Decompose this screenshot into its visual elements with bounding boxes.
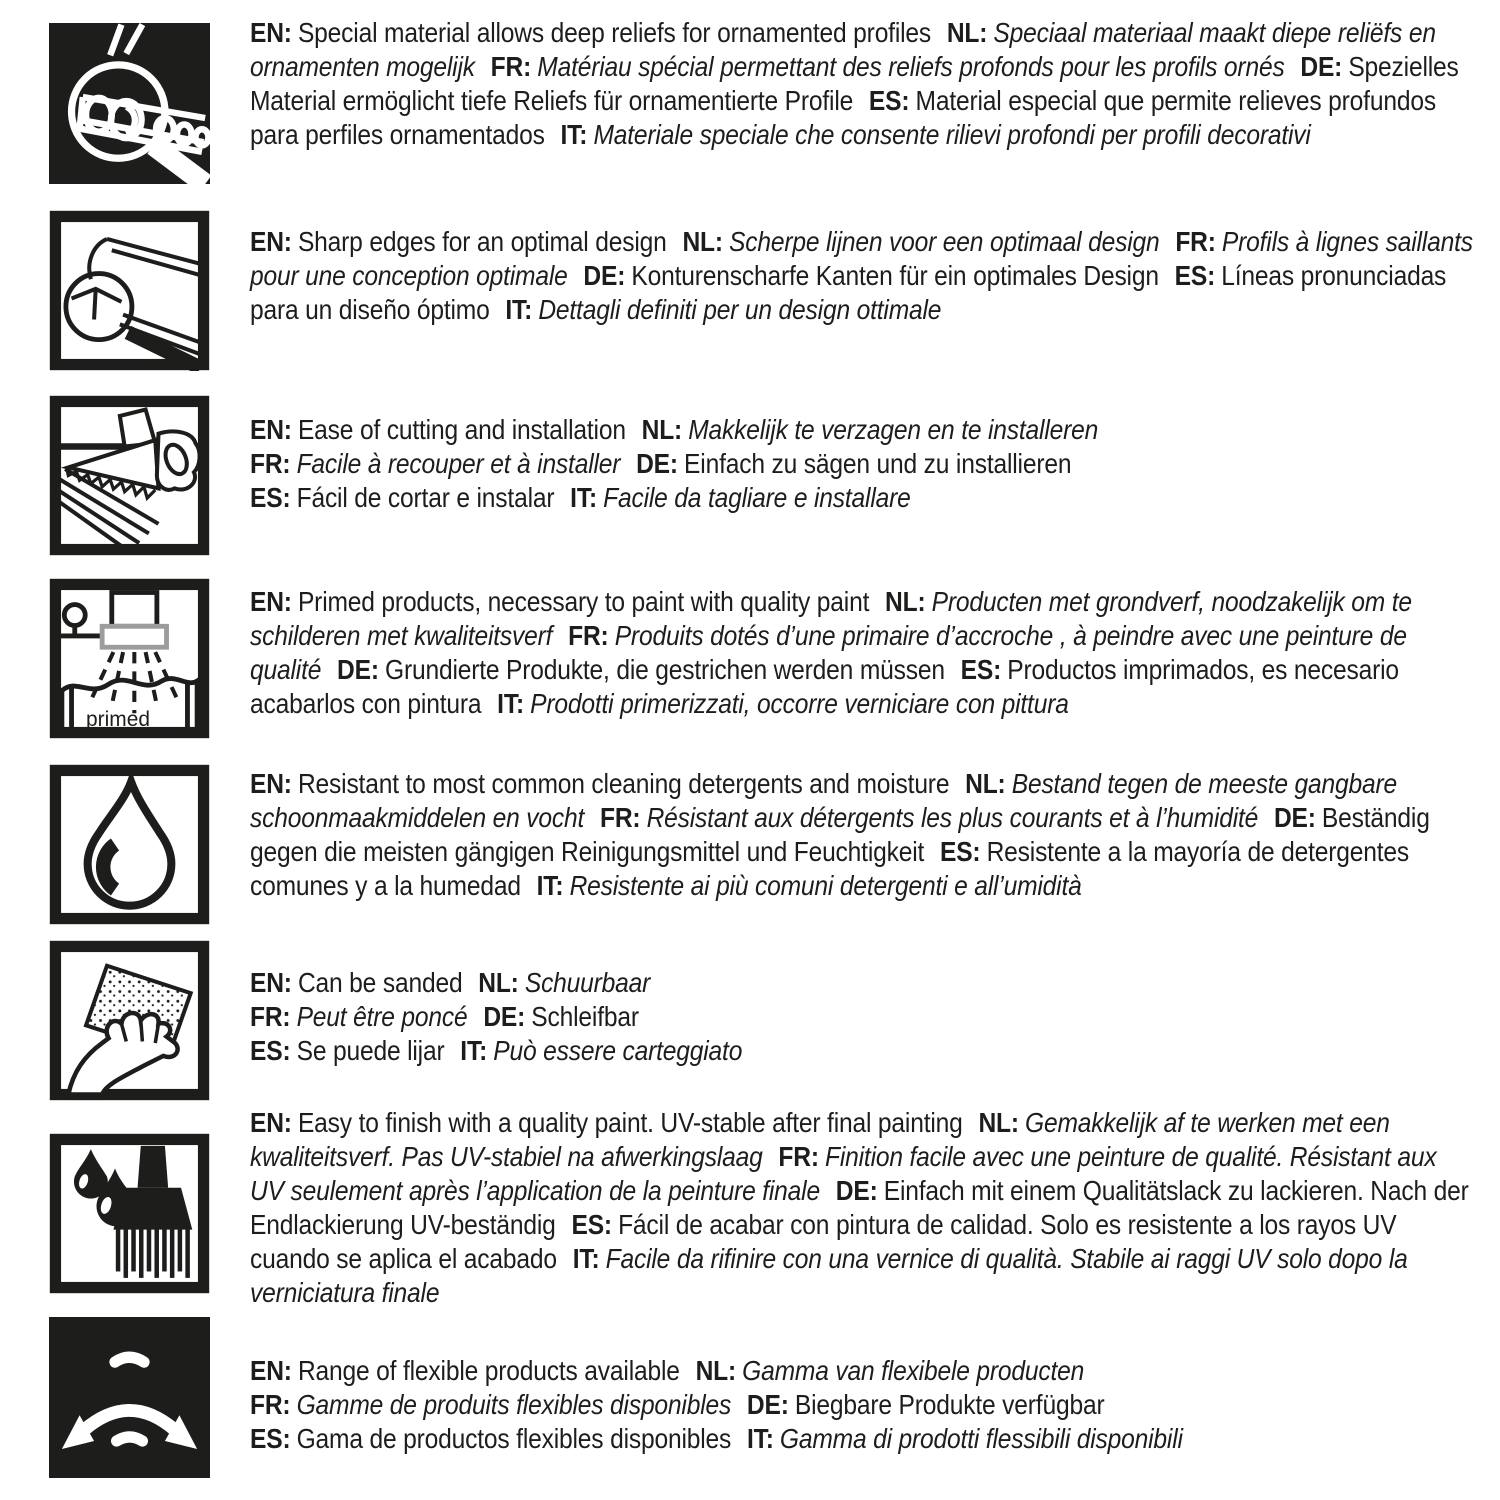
handsaw-cutting-profile-icon [49, 395, 210, 556]
lang-text-nl: Bestand tegen de meeste gangbare schoonmaakmiddelen en vocht [250, 768, 1398, 833]
lang-text-en: Sharp edges for an optimal design [297, 226, 667, 257]
lang-text-it: Può essere carteggiato [493, 1035, 743, 1066]
feature-text [250, 1106, 1475, 1310]
segment-nl [696, 1355, 1085, 1386]
lang-text-en: Ease of cutting and installation [297, 414, 626, 445]
feature-text [250, 413, 1475, 515]
lang-text-it: Prodotti primerizzati, occorre verniciare con pittura [530, 688, 1069, 719]
segment-it [497, 688, 1069, 719]
lang-text-nl: Speciaal materiaal maakt diepe reliëfs en ornamenten mogelijk [250, 17, 1436, 82]
lang-label-it: IT: [570, 482, 597, 513]
primed-label: primed [86, 708, 150, 732]
lang-label-it: IT: [572, 1243, 600, 1274]
segment-it [460, 1035, 742, 1066]
lang-label-de: DE: [835, 1175, 878, 1206]
lang-label-it: IT: [460, 1035, 488, 1066]
lang-label-fr: FR: [490, 51, 532, 82]
lang-text-nl: Makkelijk te verzagen en te installeren [688, 414, 1099, 445]
segment-es [250, 1423, 731, 1454]
lang-label-en: EN: [250, 967, 292, 998]
lang-label-de: DE: [337, 654, 379, 685]
lang-label-nl: NL: [965, 768, 1006, 799]
lang-label-en: EN: [250, 1107, 292, 1138]
lang-label-it: IT: [746, 1423, 774, 1454]
segment-it [747, 1423, 1183, 1454]
segment-nl [682, 226, 1159, 257]
lang-label-fr: FR: [250, 1389, 291, 1420]
segment-de [583, 260, 1158, 291]
lang-text-it: Dettagli definiti per un design ottimale [538, 294, 942, 325]
lang-text-nl: Schuurbaar [524, 967, 651, 998]
flexible-bend-arrow-icon [49, 1317, 210, 1478]
lang-label-fr: FR: [599, 802, 641, 833]
lang-label-de: DE: [583, 260, 626, 291]
lang-label-es: ES: [250, 1423, 291, 1454]
segment-fr [491, 51, 1285, 82]
lang-text-de: Grundierte Produkte, die gestrichen werden müssen [384, 654, 945, 685]
feature-text [250, 966, 1475, 1068]
lang-label-es: ES: [868, 85, 910, 116]
lang-label-es: ES: [960, 654, 1002, 685]
segment-nl [478, 967, 650, 998]
lang-text-de: Einfach zu sägen und zu installieren [684, 448, 1072, 479]
feature-text [250, 585, 1475, 721]
lang-text-en: Primed products, necessary to paint with quality paint [297, 586, 870, 617]
lang-text-it: Materiale speciale che consente rilievi profondi per profili decorativi [593, 119, 1311, 150]
segment-de [483, 1001, 639, 1032]
lang-text-es: Resistente a la mayoría de detergentes comunes y a la humedad [250, 836, 1410, 901]
segment-en [250, 1107, 963, 1138]
feature-text [250, 16, 1475, 152]
lang-label-de: DE: [483, 1001, 526, 1032]
lang-label-es: ES: [939, 836, 981, 867]
lang-text-de: Biegbare Produkte verfügbar [794, 1389, 1105, 1420]
lang-label-nl: NL: [682, 226, 723, 257]
lang-text-es: Productos imprimados, es necesario acabarlos con pintura [250, 654, 1399, 719]
lang-text-en: Resistant to most common cleaning detergents and moisture [297, 768, 950, 799]
primer-spray-icon [49, 578, 210, 739]
segment-it [537, 870, 1082, 901]
lang-text-en: Special material allows deep reliefs for ornamented profiles [297, 17, 932, 48]
segment-de [636, 448, 1071, 479]
lang-text-de: Schleifbar [531, 1001, 639, 1032]
hand-sanding-icon [49, 940, 210, 1101]
lang-label-en: EN: [250, 226, 292, 257]
segment-en [250, 1355, 680, 1386]
lang-text-fr: Finition facile avec une peinture de qualité. Résistant aux UV seulement après l’application de la peinture finale [250, 1141, 1437, 1206]
lang-text-it: Facile da rifinire con una vernice di qualità. Stabile ai raggi UV solo dopo la verniciatura finale [250, 1243, 1408, 1308]
segment-de [747, 1389, 1105, 1420]
lang-label-nl: NL: [478, 967, 519, 998]
lang-label-nl: NL: [695, 1355, 737, 1386]
lang-text-de: Spezielles Material ermöglicht tiefe Reliefs für ornamentierte Profile [250, 51, 1459, 116]
lang-text-es: Fácil de acabar con pintura de calidad. Solo es resistente a los rayos UV cuando se aplica el acabado [250, 1209, 1397, 1274]
segment-en [250, 586, 869, 617]
lang-label-de: DE: [746, 1389, 789, 1420]
segment-fr [250, 1389, 731, 1420]
lang-text-it: Facile da tagliare e installare [603, 482, 911, 513]
lang-label-en: EN: [250, 1355, 292, 1386]
lang-label-en: EN: [250, 414, 292, 445]
segment-es [250, 482, 554, 513]
lang-label-nl: NL: [978, 1107, 1019, 1138]
lang-label-de: DE: [1300, 51, 1343, 82]
lang-text-de: Konturenscharfe Kanten für ein optimales Design [631, 260, 1159, 291]
lang-text-en: Can be sanded [297, 967, 463, 998]
segment-en [250, 414, 626, 445]
segment-it [505, 294, 941, 325]
paint-brush-drops-icon [49, 1133, 210, 1294]
lang-label-en: EN: [250, 17, 292, 48]
lang-label-it: IT: [536, 870, 564, 901]
segment-nl [642, 414, 1099, 445]
lang-text-fr: Gamme de produits flexibles disponibles [296, 1389, 732, 1420]
lang-label-es: ES: [571, 1209, 612, 1240]
lang-text-en: Range of flexible products available [297, 1355, 680, 1386]
water-droplet-icon [49, 764, 210, 925]
lang-text-es: Líneas pronunciadas para un diseño óptimo [250, 260, 1447, 325]
lang-label-it: IT: [497, 688, 524, 719]
lang-text-it: Gamma di prodotti flessibili disponibili [779, 1423, 1183, 1454]
lang-text-es: Fácil de cortar e instalar [296, 482, 555, 513]
lang-label-en: EN: [250, 768, 292, 799]
lang-text-fr: Peut être poncé [296, 1001, 468, 1032]
segment-de [337, 654, 945, 685]
segment-en [250, 768, 949, 799]
lang-label-fr: FR: [778, 1141, 819, 1172]
lang-text-es: Se puede lijar [296, 1035, 445, 1066]
lang-text-es: Material especial que permite relieves profundos para perfiles ornamentados [250, 85, 1436, 150]
lang-label-es: ES: [1174, 260, 1216, 291]
lang-label-fr: FR: [250, 448, 291, 479]
lang-text-de: Beständig gegen die meisten gängigen Reinigungsmittel und Feuchtigkeit [250, 802, 1430, 867]
lang-text-es: Gama de productos flexibles disponibles [296, 1423, 732, 1454]
lang-text-en: Easy to finish with a quality paint. UV-stable after final painting [297, 1107, 963, 1138]
lang-label-de: DE: [636, 448, 678, 479]
segment-it [561, 119, 1311, 150]
lang-label-it: IT: [560, 119, 588, 150]
feature-text [250, 1354, 1475, 1456]
segment-fr [250, 1001, 468, 1032]
segment-fr [600, 802, 1258, 833]
lang-label-fr: FR: [1175, 226, 1216, 257]
lang-text-fr: Matériau spécial permettant des reliefs profonds pour les profils ornés [537, 51, 1285, 82]
magnifier-ornamented-profile-icon [49, 23, 210, 184]
lang-text-nl: Gamma van flexibele producten [742, 1355, 1085, 1386]
segment-fr [250, 448, 620, 479]
magnifier-sharp-edge-profile-icon [49, 210, 210, 371]
lang-label-es: ES: [250, 482, 291, 513]
lang-text-fr: Résistant aux détergents les plus courants et à l’humidité [646, 802, 1259, 833]
lang-text-de: Einfach mit einem Qualitätslack zu lackieren. Nach der Endlackierung UV-beständig [250, 1175, 1469, 1240]
feature-text [250, 767, 1475, 903]
lang-text-nl: Producten met grondverf, noodzakelijk om te schilderen met kwaliteitsverf [250, 586, 1412, 651]
segment-en [250, 967, 462, 998]
lang-label-fr: FR: [568, 620, 609, 651]
lang-text-fr: Facile à recouper et à installer [296, 448, 621, 479]
lang-label-nl: NL: [641, 414, 683, 445]
segment-en [250, 17, 931, 48]
lang-text-fr: Profils à lignes saillants pour une conception optimale [250, 226, 1473, 291]
lang-label-es: ES: [250, 1035, 291, 1066]
lang-text-it: Resistente ai più comuni detergenti e all’umidità [569, 870, 1082, 901]
segment-it [570, 482, 910, 513]
lang-label-en: EN: [250, 586, 292, 617]
lang-label-de: DE: [1273, 802, 1316, 833]
lang-label-it: IT: [505, 294, 533, 325]
feature-text [250, 225, 1475, 327]
segment-en [250, 226, 667, 257]
lang-text-nl: Gemakkelijk af te werken met een kwaliteitsverf. Pas UV-stabiel na afwerkingslaag [250, 1107, 1390, 1172]
lang-text-fr: Produits dotés d’une primaire d’accroche , à peindre avec une peinture de qualité [250, 620, 1407, 685]
lang-label-nl: NL: [946, 17, 988, 48]
lang-text-nl: Scherpe lijnen voor een optimaal design [729, 226, 1160, 257]
lang-label-fr: FR: [250, 1001, 291, 1032]
segment-es [250, 1035, 444, 1066]
lang-label-nl: NL: [885, 586, 926, 617]
